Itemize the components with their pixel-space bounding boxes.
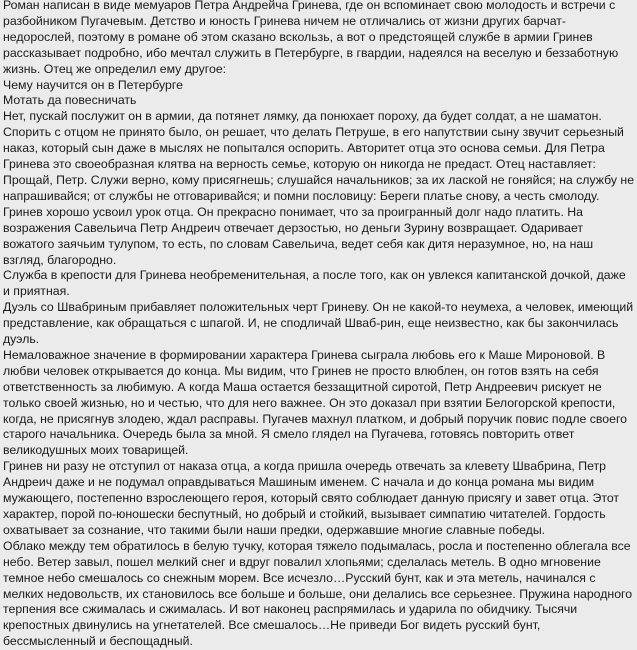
paragraph-fortress: Служба в крепости для Гринева необременительная, а после того, как он увлекся капитанской дочкой, даже и приятная. (3, 268, 626, 299)
paragraph-lesson: Гринев хорошо усвоил урок отца. Он прекрасно понимает, что за проигранный долг надо платить. На возражения Савельича Петр Андреич отвечает дерзостью, но деньги Зурину возвращает. Одаривает вожатого заячьим тулупом, то есть, по словам Савельича, ведет себя как дитя неразумное, но, на наш взгляд, благородно. (3, 204, 594, 267)
paragraph-love: Немаловажное значение в формировании характера Гринева сыграла любовь его к Маше Мироновой. В любви человек открывается до конца. Мы видим, что Гринев не просто влюблен, он готов взять на себя ответственность за любимую. А когда Маша остается беззащитной сиротой, Петр Андреевич рискует не только своей жизнью, но и честью, что для него важнее. Он это доказал при взятии Белогорской крепости, когда, не присягнув злодею, ждал расправы. Пугачев махнул платком, и добрый поручик повис подле своего старого начальника. Очередь была за мной. Я смело глядел на Пугачева, готовясь повторить ответ великодушных моих товарищей. (3, 347, 628, 458)
paragraph-quote-line-2: Мотать да повесничать (3, 93, 137, 108)
paragraph-character: Гринев ни разу не отступил от наказа отца, а когда пришла очередь отвечать за клевету Швабрина, Петр Андреич даже и не подумал оправдываться Машиным именем. С начала и до конца романа мы видим мужающего, постепенно взрослеющего героя, который свято соблюдает данную присягу и завет отца. Этот характер, порой по-юношески беспутный, но добрый и стойкий, вызывает симпатию читателей. Гордость охватывает за сознание, что такими были наши предки, одержавшие многие славные победы. (3, 459, 620, 537)
paragraph-army: Нет, пускай послужит он в армии, да потянет лямку, да понюхает пороху, да будет солдат, а не шаматон. Спорить с отцом не принято было, он решает, что делать Петруше, в его напутствии сыну звучит серьезный наказ, который сын даже в мыслях не попытался оспорить. Авторитет отца это основа семьи. Для Петра Гринева это своеобразная клятва на верность семье, которую он никогда не предаст. Отец наставляет: Прощай, Петр. Служи верно, кому присягнешь; слушайся начальников; за их лаской не гоняйся; на службу не напрашивайся; от службы не отговаривайся; и помни пословицу: Береги платье снову, а честь смолоду. (3, 109, 635, 203)
paragraph-intro: Роман написан в виде мемуаров Петра Андрейча Гринева, где он вспоминает свою молодость и встречи с разбойником Пугачевым. Детство и юность Гринева ничем не отличались от жизни других барчат-недорослей, поэтому в романе об этом сказано вскользь, а вот о предстоящей службе в армии Гринев рассказывает подробно, ибо мечтал служить в Петербурге, в гвардии, надеялся на веселую и беззаботную жизнь. Отец же определил ему другое: (3, 0, 619, 76)
paragraph-duel: Дуэль со Швабриным прибавляет положительных черт Гриневу. Он не какой-то неумеха, а человек, имеющий представление, как обращаться с шпагой. И, не сподличай Шваб-рин, еще неизвестно, как бы закончилась дуэль. (3, 300, 634, 347)
paragraph-quote-line-1: Чему научится он в Петербурге (3, 77, 183, 92)
paragraph-rebellion: Облако между тем обратилось в белую тучку, которая тяжело подымалась, росла и постепенно облегала все небо. Ветер завыл, пошел мелкий снег и вдруг повалил хлопьями; сделалась метель. В одно мгновение темное небо смешалось со снежным морем. Все исчезло…Русский бунт, как и эта метель, начинался с мелких недовольств, их становилось все больше и больше, они делались все серьезнее. Пружина народного терпения все сжималась и сжималась. И вот наконец распрямилась и ударила по обидчику. Тысячи крепостных двинулись на угнетателей. Все смешалось…Не приведи Бог видеть русский бунт, бессмысленный и беспощадный. (3, 538, 633, 649)
